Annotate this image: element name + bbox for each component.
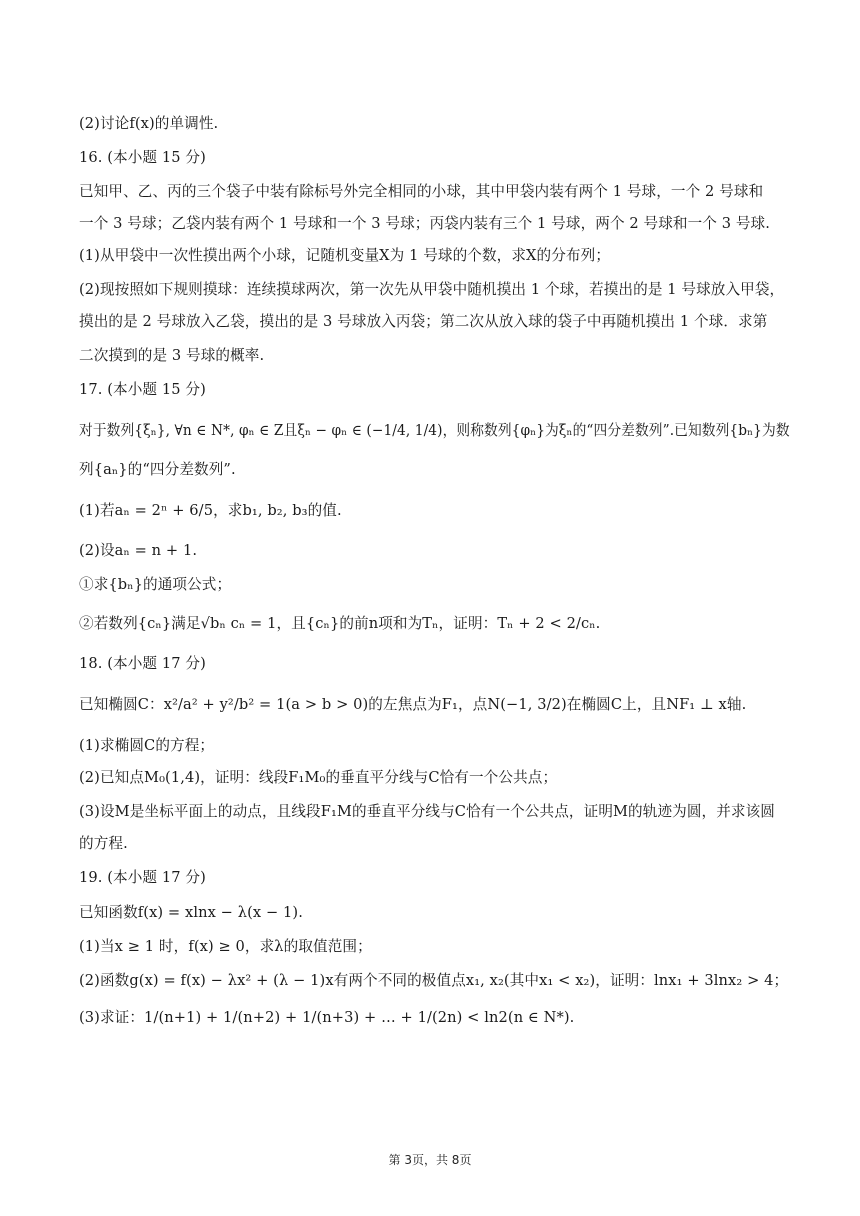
q17-part2: (2)设aₙ = n + 1. — [79, 542, 198, 559]
page-footer: 第 3页，共 8页 — [388, 1153, 472, 1167]
q18-part2: (2)已知点M₀(1,4)，证明：线段F₁M₀的垂直平分线与C恰有一个公共点； — [79, 769, 558, 786]
q18-heading: 18. (本小题 17 分) — [79, 655, 206, 672]
q18-part3-line1: (3)设M是坐标平面上的动点，且线段F₁M的垂直平分线与C恰有一个公共点，证明M的轨迹为圆，并求该圆 — [79, 803, 775, 820]
q19-heading: 19. (本小题 17 分) — [79, 869, 206, 886]
q17-text-line1: 对于数列{ξₙ}, ∀n ∈ N*, φₙ ∈ Z且ξₙ − φₙ ∈ (−1/4, 1/4)，则称数列{φₙ}为ξₙ的“四分差数列”.已知数列{bₙ}为数 — [79, 422, 790, 439]
q19-part1: (1)当x ≥ 1 时，f(x) ≥ 0，求λ的取值范围； — [79, 938, 372, 955]
q17-part2-sub2: ②若数列{cₙ}满足√bₙ cₙ = 1，且{cₙ}的前n项和为Tₙ，证明：Tₙ + 2 < 2/cₙ. — [79, 615, 601, 632]
q17-heading: 17. (本小题 15 分) — [79, 381, 206, 398]
q16-text-line2: 一个 3 号球；乙袋内装有两个 1 号球和一个 3 号球；丙袋内装有三个 1 号球，两个 2 号球和一个 3 号球. — [79, 215, 770, 232]
q16-part2-line2: 摸出的是 2 号球放入乙袋，摸出的是 3 号球放入丙袋；第二次从放入球的袋子中再随机摸出 1 个球．求第 — [79, 313, 768, 330]
q17-text-line2: 列{aₙ}的“四分差数列”. — [79, 461, 236, 478]
q18-part1: (1)求椭圆C的方程； — [79, 737, 215, 754]
q19-part2: (2)函数g(x) = f(x) − λx² + (λ − 1)x有两个不同的极值点x₁, x₂(其中x₁ < x₂)，证明：lnx₁ + 3lnx₂ > 4； — [79, 972, 789, 989]
q18-text: 已知椭圆C：x²/a² + y²/b² = 1(a > b > 0)的左焦点为F₁，点N(−1, 3/2)在椭圆C上，且NF₁ ⊥ x轴. — [79, 696, 747, 713]
q16-part1: (1)从甲袋中一次性摸出两个小球，记随机变量X为 1 号球的个数，求X的分布列； — [79, 247, 611, 264]
q15-part2: (2)讨论f(x)的单调性. — [79, 115, 219, 132]
q18-part3-line2: 的方程. — [79, 835, 128, 852]
q16-text-line1: 已知甲、乙、丙的三个袋子中装有除标号外完全相同的小球，其中甲袋内装有两个 1 号球，一个 2 号球和 — [79, 183, 764, 200]
q16-part2-line1: (2)现按照如下规则摸球：连续摸球两次，第一次先从甲袋中随机摸出 1 个球，若摸出的是 1 号球放入甲袋， — [79, 281, 785, 298]
q19-text: 已知函数f(x) = xlnx − λ(x − 1). — [79, 904, 303, 921]
q17-part2-sub1: ①求{bₙ}的通项公式； — [79, 576, 232, 593]
q16-heading: 16. (本小题 15 分) — [79, 149, 206, 166]
q19-part3: (3)求证：1/(n+1) + 1/(n+2) + 1/(n+3) + … + 1/(2n) < ln2(n ∈ N*). — [79, 1009, 575, 1026]
q17-part1: (1)若aₙ = 2ⁿ + 6/5，求b₁, b₂, b₃的值. — [79, 502, 342, 519]
q16-part2-line3: 二次摸到的是 3 号球的概率. — [79, 347, 265, 364]
